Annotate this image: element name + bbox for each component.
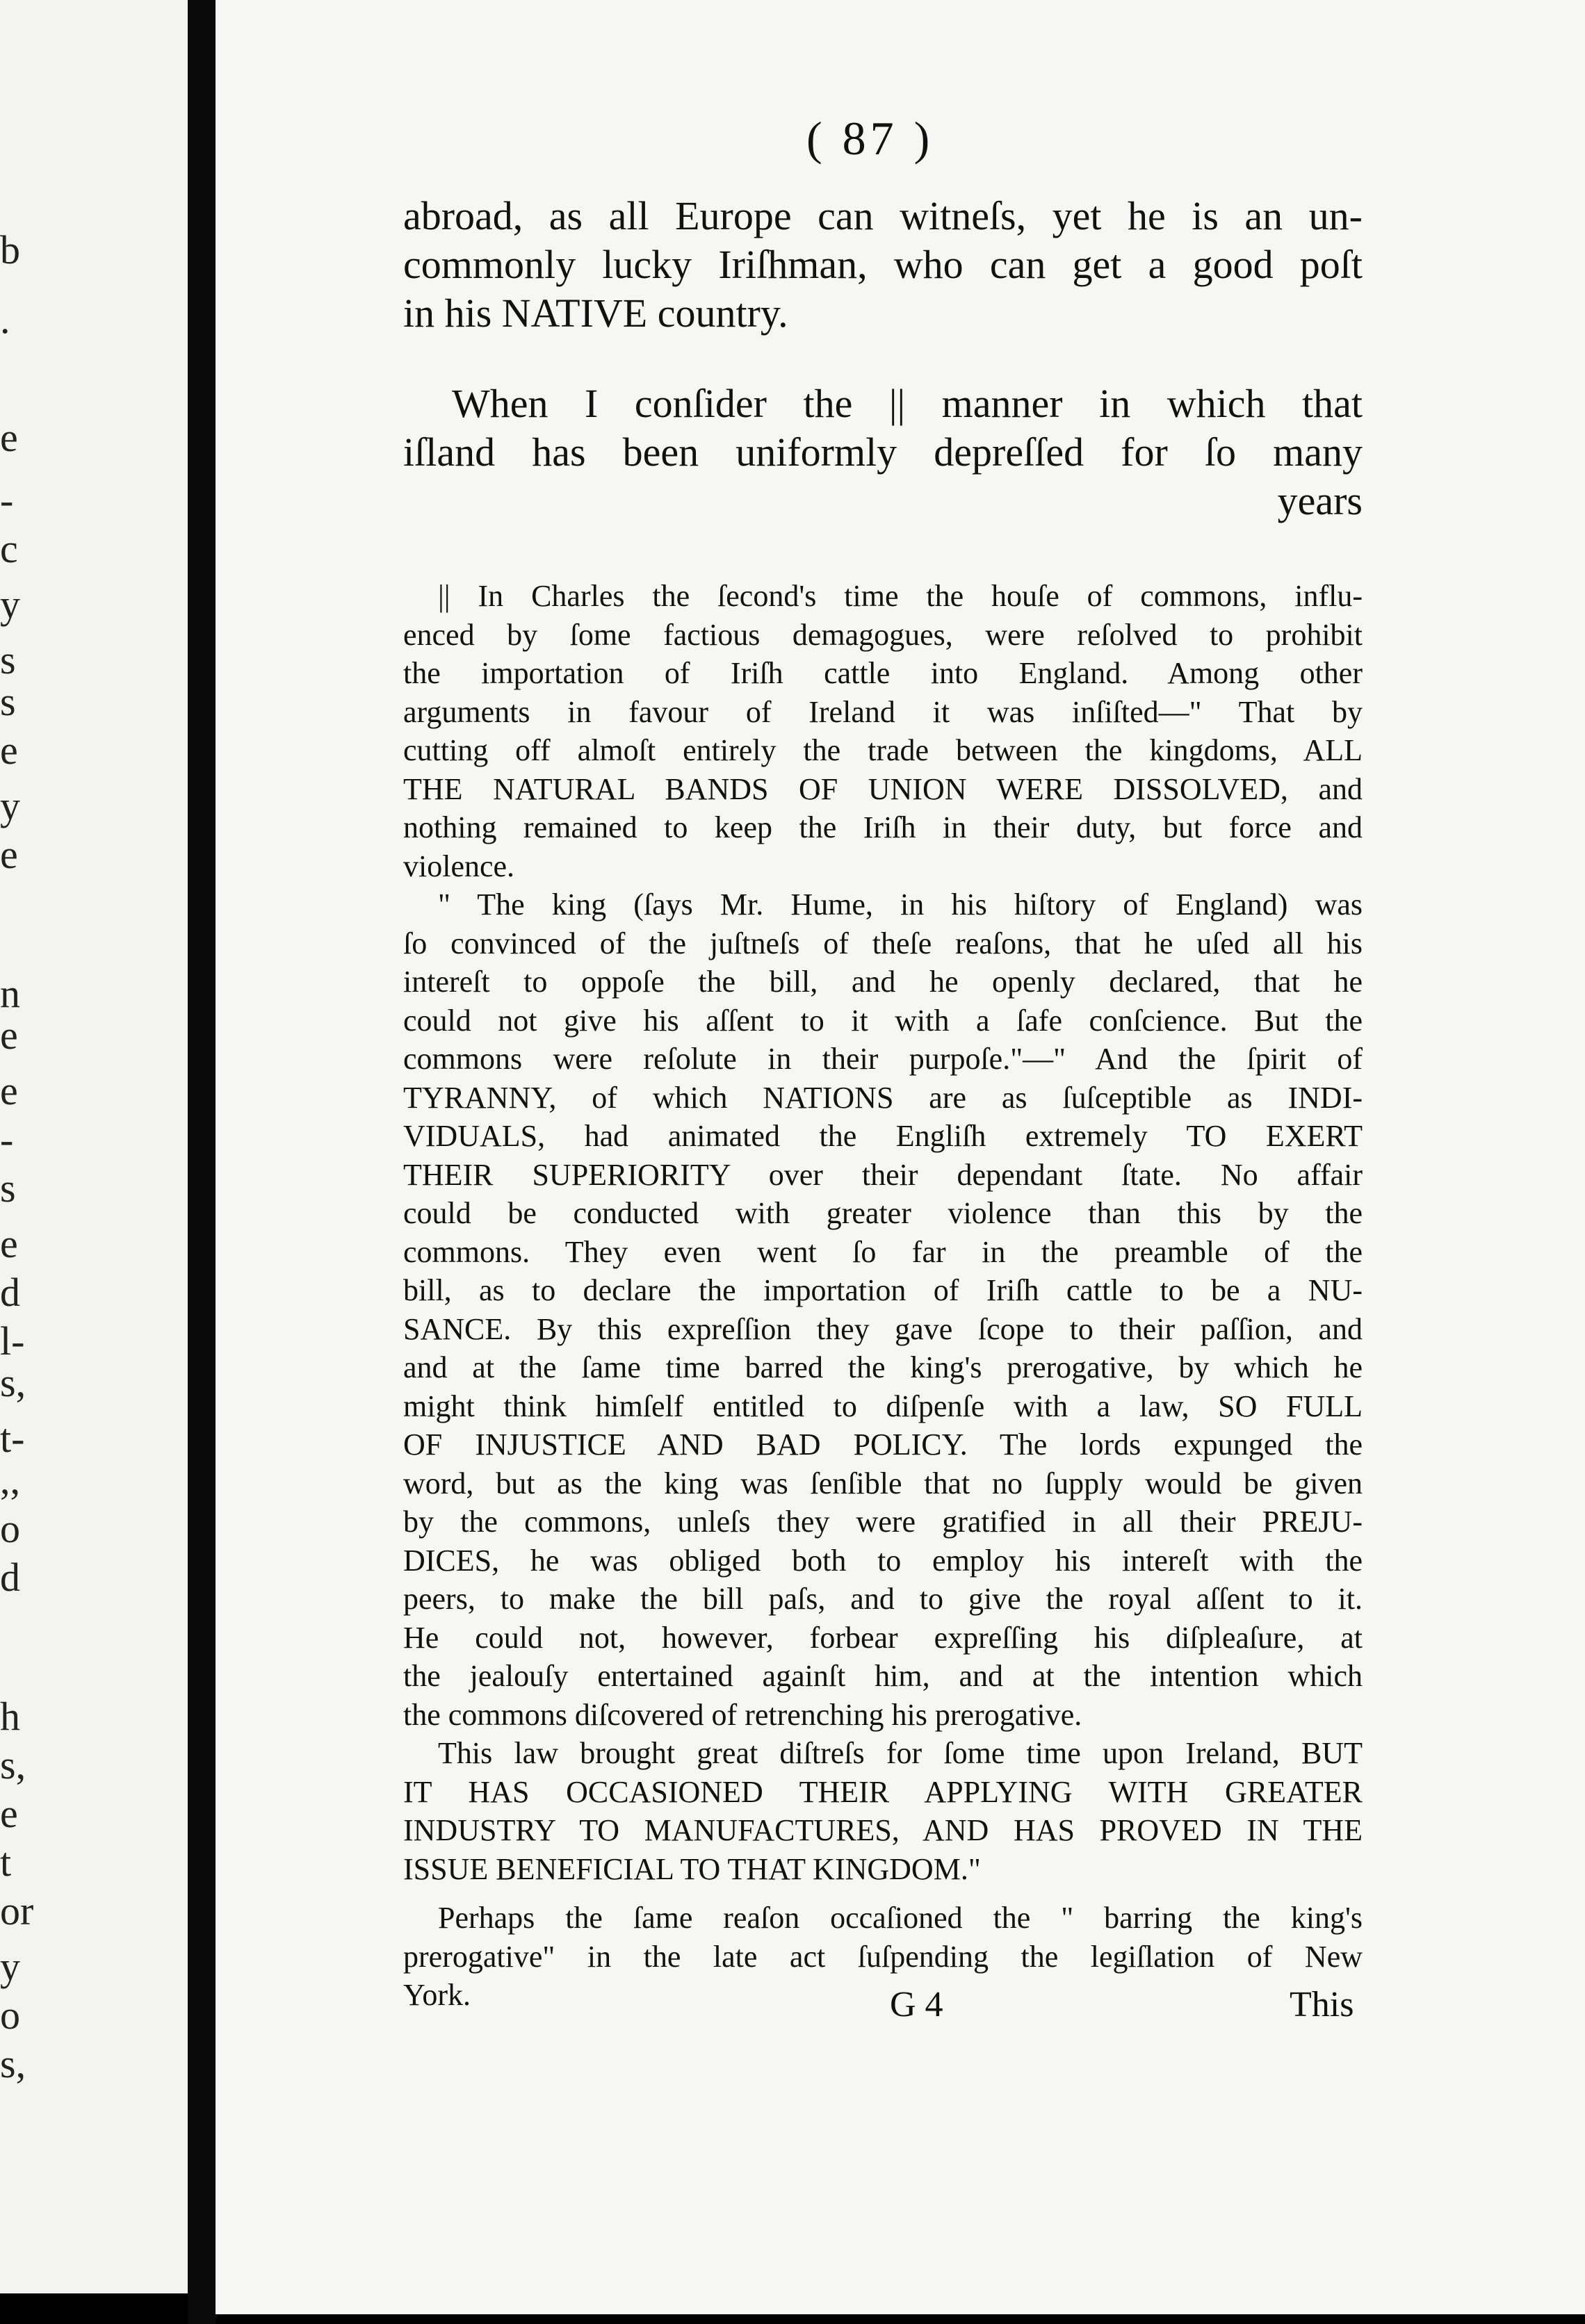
main-text-line: commonly lucky Iriſhman, who can get a good poſt: [403, 242, 1363, 287]
footnote-line: intereſt to oppoſe the bill, and he openly declared, that he: [403, 965, 1363, 999]
footnote-line: violence.: [403, 849, 515, 883]
footnote-line: Perhaps the ſame reaſon occaſioned the " barring the king's: [438, 1901, 1363, 1935]
left-page-fragment: -: [0, 477, 14, 523]
left-page-fragment: s: [0, 637, 16, 682]
left-page-fragment: d: [0, 1270, 20, 1315]
footnote-line: ſo convinced of the juſtneſs of theſe reaſons, that he uſed all his: [403, 926, 1363, 960]
left-page-fragment: y: [0, 1944, 20, 1989]
footnote-line: ISSUE BENEFICIAL TO THAT KINGDOM.": [403, 1852, 981, 1886]
book-gutter: [188, 0, 216, 2324]
signature-mark: G 4: [890, 1985, 943, 2024]
footnote-line: OF INJUSTICE AND BAD POLICY. The lords expunged the: [403, 1427, 1363, 1462]
footnote-line: commons were reſolute in their purpoſe."—" And the ſpirit of: [403, 1042, 1363, 1076]
left-page-fragment: e: [0, 1013, 18, 1058]
footnote-line: York.: [403, 1978, 471, 2012]
left-page-fragment: e: [0, 728, 18, 773]
footnote-line: the importation of Iriſh cattle into England. Among other: [403, 656, 1363, 690]
footnote-line: He could not, however, forbear expreſſing his diſpleaſure, at: [403, 1621, 1363, 1655]
left-page-fragment: s: [0, 679, 16, 724]
footnote-line: INDUSTRY TO MANUFACTURES, AND HAS PROVED IN THE: [403, 1813, 1363, 1847]
footnote-line: THEIR SUPERIORITY over their dependant ſtate. No affair: [403, 1158, 1363, 1192]
left-page-fragment: e: [0, 1791, 18, 1836]
footnote-line: could not give his aſſent to it with a ſafe conſcience. But the: [403, 1004, 1363, 1038]
footnote-line: the commons diſcovered of retrenching his prerogative.: [403, 1698, 1082, 1732]
footnote-line: This law brought great diſtreſs for ſome time upon Ireland, BUT: [438, 1736, 1363, 1770]
footnote-line: IT HAS OCCASIONED THEIR APPLYING WITH GREATER: [403, 1775, 1363, 1809]
left-page-fragment: y: [0, 582, 20, 627]
left-page-fragment: ,,: [0, 1457, 20, 1503]
footnote-line: arguments in favour of Ireland it was inſiſted—" That by: [403, 695, 1363, 729]
footnote-line: might think himſelf entitled to diſpenſe with a law, SO FULL: [403, 1389, 1363, 1423]
left-page-fragment: s: [0, 1165, 16, 1211]
footnote-line: THE NATURAL BANDS OF UNION WERE DISSOLVED, and: [403, 772, 1363, 806]
main-text-line: iſland has been uniformly depreſſed for ſo many: [403, 429, 1363, 475]
left-page-fragment: y: [0, 783, 20, 828]
left-page-fragment: h: [0, 1694, 20, 1739]
left-page-fragment: s,: [0, 2041, 26, 2086]
footnote-line: " The king (ſays Mr. Hume, in his hiſtory of England) was: [438, 887, 1363, 922]
footnote-line: peers, to make the bill paſs, and to give the royal aſſent to it.: [403, 1582, 1363, 1616]
left-page-fragment: e: [0, 832, 18, 877]
left-page-fragment: e: [0, 1068, 18, 1113]
main-text-line: When I conſider the || manner in which that: [452, 381, 1363, 426]
left-page-fragment: e: [0, 1221, 18, 1266]
footnote-line: nothing remained to keep the Iriſh in their duty, but force and: [403, 810, 1363, 844]
footnote-line: || In Charles the ſecond's time the houſe of commons, influ-: [438, 579, 1363, 613]
footnote-line: the jealouſy entertained againſt him, and at the intention which: [403, 1659, 1363, 1693]
footnote-line: DICES, he was obliged both to employ his intereſt with the: [403, 1544, 1363, 1578]
left-page-fragment: o: [0, 1506, 20, 1551]
footnote-line: could be conducted with greater violence than this by the: [403, 1196, 1363, 1230]
footnote-line: SANCE. By this expreſſion they gave ſcope to their paſſion, and: [403, 1312, 1363, 1346]
left-page-fragment: n: [0, 971, 20, 1016]
book-page: [216, 0, 1585, 2314]
left-page-fragment: t: [0, 1840, 12, 1885]
left-page-fragment: b: [0, 227, 20, 272]
left-page-fragment: .: [0, 297, 10, 342]
footnote-line: VIDUALS, had animated the Engliſh extremely TO EXERT: [403, 1119, 1363, 1153]
footnote-line: cutting off almoſt entirely the trade between the kingdoms, ALL: [403, 733, 1363, 767]
left-page-fragment: e: [0, 415, 18, 460]
footnote-line: by the commons, unleſs they were gratified in all their PREJU-: [403, 1505, 1363, 1539]
left-page-fragment: t-: [0, 1416, 25, 1461]
footnote-line: enced by ſome factious demagogues, were reſolved to prohibit: [403, 618, 1363, 652]
footnote-line: word, but as the king was ſenſible that no ſupply would be given: [403, 1466, 1363, 1500]
left-page-fragment: s,: [0, 1360, 26, 1405]
page-number: ( 87 ): [806, 112, 934, 165]
main-text-line: years: [1277, 478, 1363, 523]
footnote-line: prerogative" in the late act ſuſpending the legiſlation of New: [403, 1940, 1363, 1974]
left-page-fragment: o: [0, 1992, 20, 2038]
left-page-fragment: d: [0, 1555, 20, 1600]
footnote-line: bill, as to declare the importation of Iriſh cattle to be a NU-: [403, 1273, 1363, 1307]
footnote-line: and at the ſame time barred the king's prerogative, by which he: [403, 1350, 1363, 1384]
footnote-line: commons. They even went ſo far in the preamble of the: [403, 1235, 1363, 1269]
footnote-line: TYRANNY, of which NATIONS are as ſuſceptible as INDI-: [403, 1081, 1363, 1115]
left-page-fragment: s,: [0, 1742, 26, 1787]
left-page-fragment: -: [0, 1117, 14, 1162]
main-text-line: in his NATIVE country.: [403, 290, 788, 336]
left-page-fragment: l-: [0, 1318, 25, 1364]
left-page-fragment: or: [0, 1888, 34, 1933]
left-page-fragment: c: [0, 526, 18, 571]
main-text-line: abroad, as all Europe can witneſs, yet he is an un-: [403, 193, 1363, 238]
catchword: This: [1290, 1985, 1354, 2024]
left-facing-page: [0, 0, 188, 2293]
